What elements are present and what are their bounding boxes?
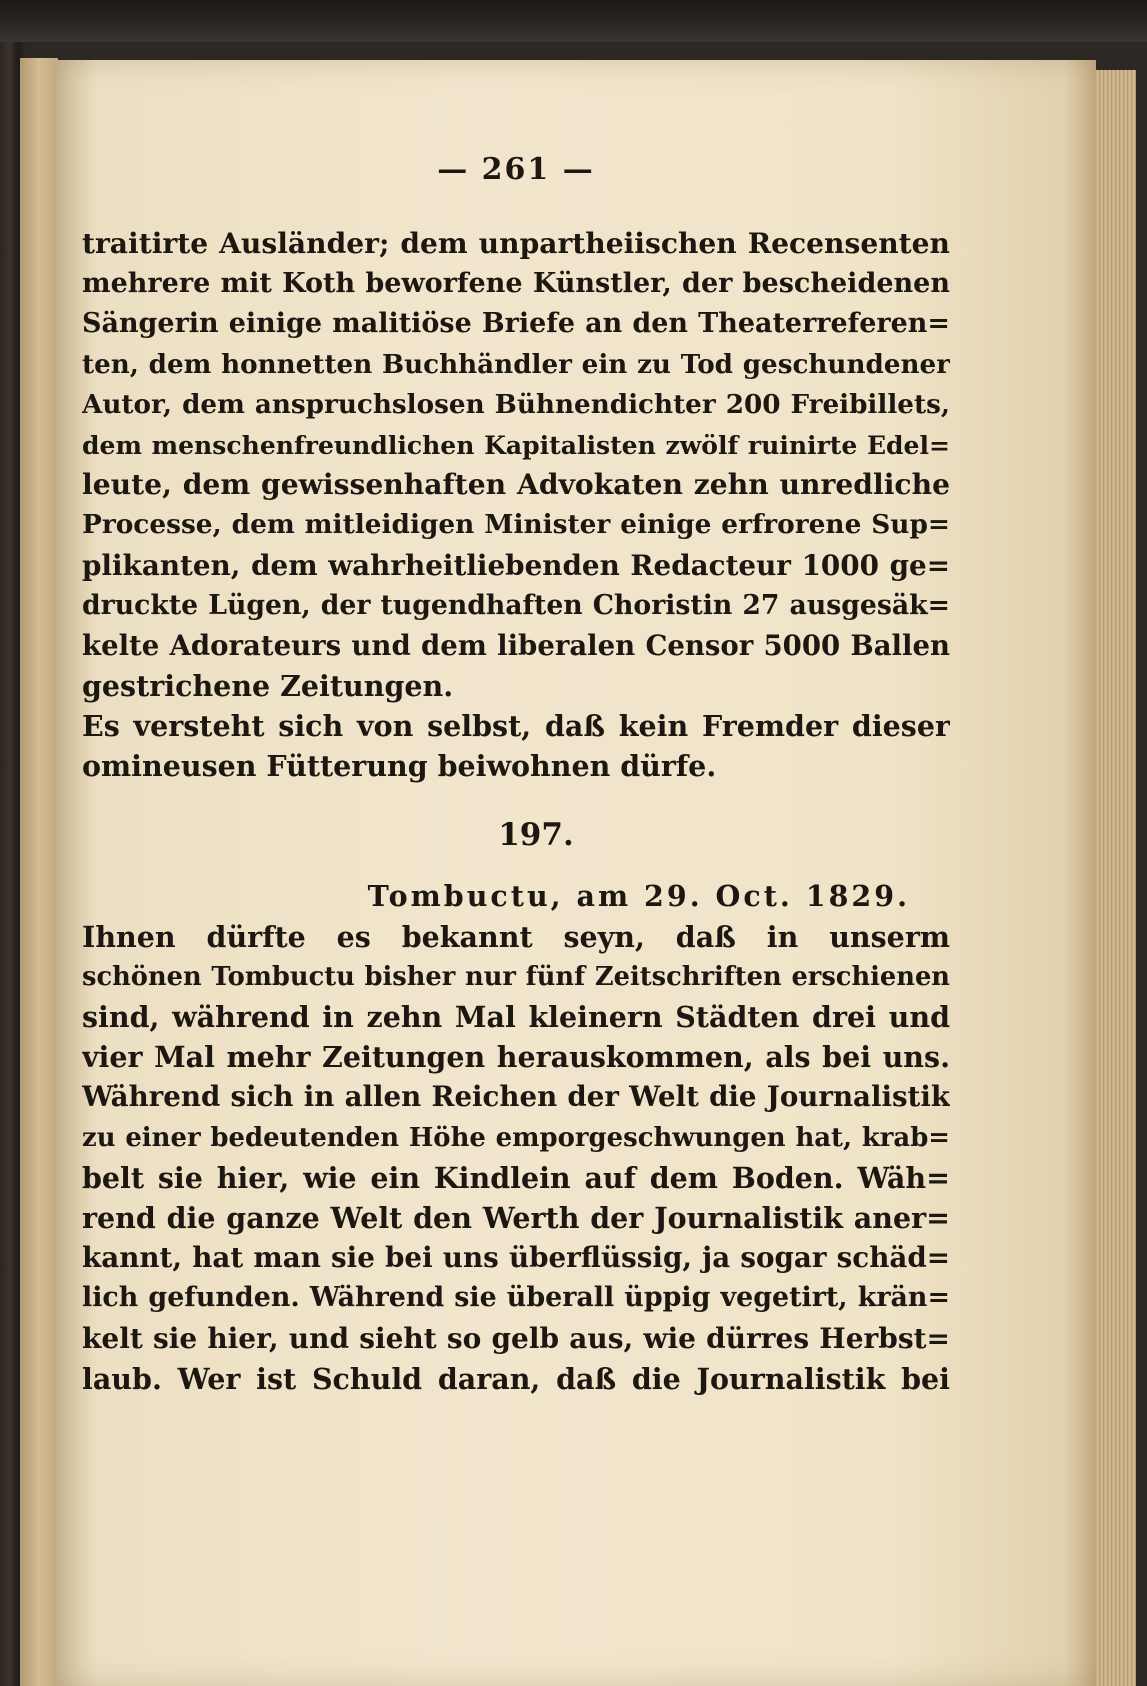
text-line: druckte Lügen, der tugendhaften Choristin 27 ausgesäk= bbox=[82, 589, 950, 621]
text-line: kelt sie hier, und sieht so gelb aus, wie dürres Herbst= bbox=[82, 1321, 950, 1355]
text-line: dem menschenfreundlichen Kapitalisten zwölf ruinirte Edel= bbox=[82, 429, 950, 460]
text-line: kelte Adorateurs und dem liberalen Censor 5000 Ballen bbox=[82, 629, 950, 662]
text-line: rend die ganze Welt den Werth der Journalistik aner= bbox=[82, 1200, 950, 1235]
text-line: sind, während in zehn Mal kleinern Städten drei und bbox=[82, 1000, 950, 1034]
paragraph-entry bbox=[82, 917, 950, 1399]
text-line: Sängerin einige malitiöse Briefe an den Theaterreferen= bbox=[82, 308, 950, 340]
text-line: schönen Tombuctu bisher nur fünf Zeitschriften erschienen bbox=[82, 961, 950, 992]
page-text bbox=[82, 148, 950, 1399]
entry-number: 197. bbox=[498, 816, 574, 853]
text-line: plikanten, dem wahrheitliebenden Redacteur 1000 ge= bbox=[82, 548, 950, 582]
text-line: zu einer bedeutenden Höhe emporgeschwungen hat, krab= bbox=[82, 1122, 950, 1153]
text-line: laub. Wer ist Schuld daran, daß die Journalistik bei bbox=[82, 1361, 950, 1396]
text-line: Autor, dem anspruchslosen Bühnendichter 200 Freibillets, bbox=[82, 388, 950, 420]
text-line: mehrere mit Koth beworfene Künstler, der bescheidenen bbox=[82, 268, 950, 300]
dateline: Tombuctu, am 29. Oct. 1829. bbox=[367, 878, 910, 913]
text-line: lich gefunden. Während sie überall üppig vegetirt, krän= bbox=[82, 1282, 950, 1314]
text-line: gestrichene Zeitungen. bbox=[82, 669, 454, 704]
text-line: belt sie hier, wie ein Kindlein auf dem Boden. Wäh= bbox=[82, 1160, 950, 1195]
text-line: traitirte Ausländer; dem unpartheiischen Recensenten bbox=[82, 227, 950, 260]
text-line: Ihnen dürfte es bekannt seyn, daß in unserm bbox=[82, 919, 950, 954]
text-line: Processe, dem mitleidigen Minister einige erfrorene Sup= bbox=[82, 509, 950, 541]
page-number: — 261 — bbox=[437, 152, 595, 187]
page-stack-edge bbox=[1096, 70, 1136, 1686]
text-line: ten, dem honnetten Buchhändler ein zu Tod geschundener bbox=[82, 348, 950, 380]
previous-page-edge bbox=[20, 58, 58, 1686]
book-top-edge bbox=[0, 0, 1147, 42]
text-line: leute, dem gewissenhaften Advokaten zehn unredliche bbox=[82, 468, 950, 502]
text-line: Während sich in allen Reichen der Welt die Journalistik bbox=[82, 1080, 950, 1114]
text-line: kannt, hat man sie bei uns überflüssig, ja sogar schäd= bbox=[82, 1241, 950, 1275]
text-line: Es versteht sich von selbst, daß kein Fremder dieser bbox=[82, 709, 950, 744]
paragraph-continuation bbox=[82, 224, 950, 787]
text-line: omineusen Fütterung beiwohnen dürfe. bbox=[82, 749, 717, 784]
text-line: vier Mal mehr Zeitungen herauskommen, als bei uns. bbox=[82, 1040, 950, 1075]
